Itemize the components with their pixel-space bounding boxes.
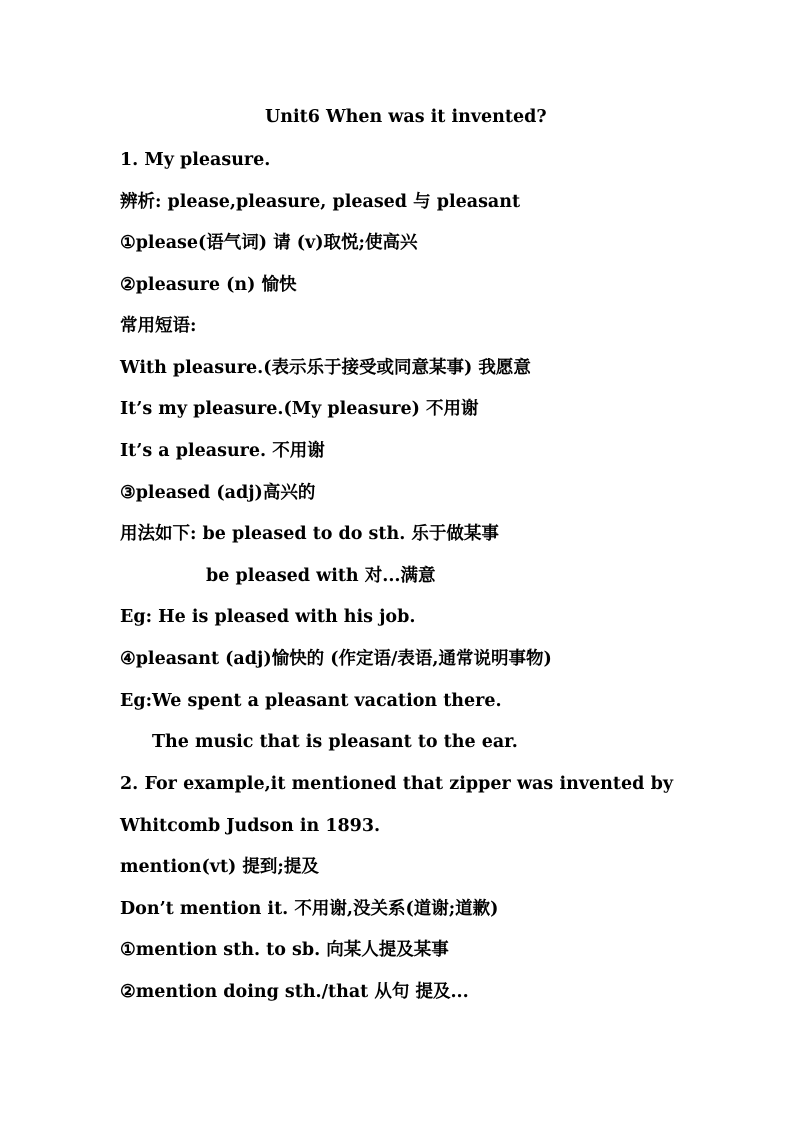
text-line: ①mention sth. to sb. 向某人提及某事: [120, 940, 449, 960]
text-line: 用法如下: be pleased to do sth. 乐于做某事: [120, 524, 499, 544]
example-line: Eg:We spent a pleasant vacation there.: [120, 691, 502, 711]
text-line: Don’t mention it. 不用谢,没关系(道谢;道歉): [120, 899, 499, 919]
text-line: ②pleasure (n) 愉快: [120, 275, 297, 295]
text-line: be pleased with 对...满意: [206, 566, 436, 586]
text-line: mention(vt) 提到;提及: [120, 857, 319, 877]
example-line: Eg: He is pleased with his job.: [120, 607, 416, 627]
text-line: ③pleased (adj)高兴的: [120, 483, 316, 503]
text-line: 辨析: please,pleasure, pleased 与 pleasant: [120, 192, 521, 212]
text-line: It’s a pleasure. 不用谢: [120, 441, 325, 461]
text-line: ④pleasant (adj)愉快的 (作定语/表语,通常说明事物): [120, 649, 552, 669]
page-title: Unit6 When was it invented?: [265, 107, 547, 127]
text-line: Whitcomb Judson in 1893.: [120, 816, 381, 836]
section-heading-1: 1. My pleasure.: [120, 150, 271, 170]
text-line: ②mention doing sth./that 从句 提及...: [120, 982, 469, 1002]
text-line: ①please(语气词) 请 (v)取悦;使高兴: [120, 233, 418, 253]
text-line: 常用短语:: [120, 316, 197, 336]
section-heading-2: 2. For example,it mentioned that zipper was invented by: [120, 774, 673, 794]
example-line: The music that is pleasant to the ear.: [152, 732, 518, 752]
text-line: It’s my pleasure.(My pleasure) 不用谢: [120, 399, 479, 419]
text-line: With pleasure.(表示乐于接受或同意某事) 我愿意: [120, 358, 531, 378]
